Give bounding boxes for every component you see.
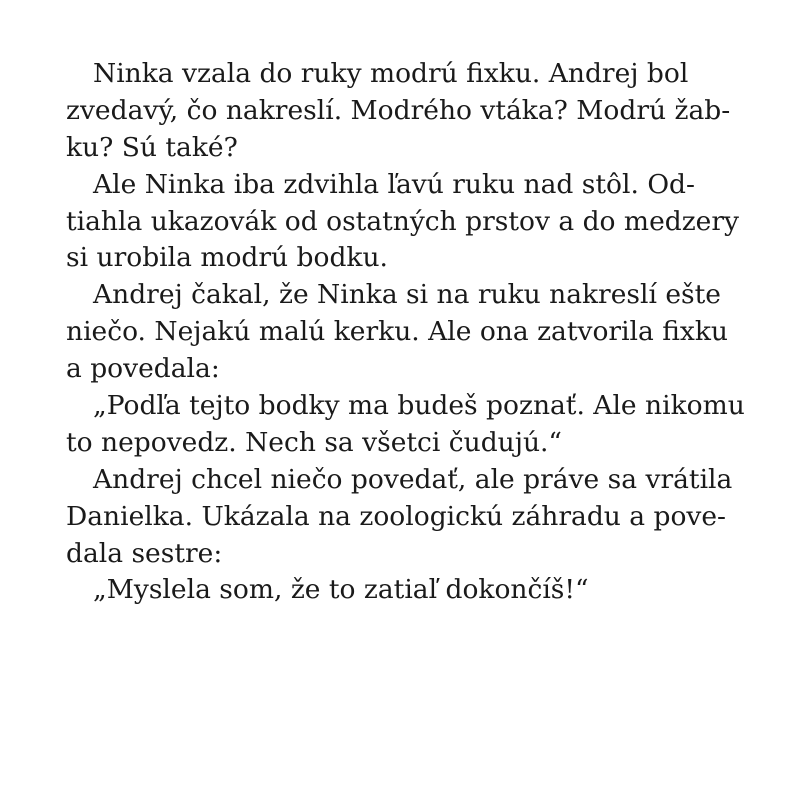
paragraph-6 — [66, 572, 742, 609]
text-line: to nepovedz. Nech sa všetci čudujú.“ — [66, 426, 562, 458]
text-line: dala sestre: — [66, 537, 223, 569]
text-line: zvedavý, čo nakreslí. Modrého vtáka? Modrú žab- — [66, 94, 731, 126]
paragraph-2 — [66, 167, 742, 278]
paragraph-5 — [66, 462, 742, 573]
text-line: tiahla ukazovák od ostatných prstov a do medzery — [66, 205, 739, 237]
text-line: „Myslela som, že to zatiaľ dokončíš!“ — [93, 574, 589, 606]
paragraph-1 — [66, 56, 742, 167]
text-line: Danielka. Ukázala na zoologickú záhradu a pove- — [66, 500, 727, 532]
book-page — [66, 56, 745, 609]
text-line: niečo. Nejakú malú kerku. Ale ona zatvorila fixku — [66, 316, 728, 348]
text-line: Andrej čakal, že Ninka si na ruku nakreslí ešte — [93, 279, 721, 311]
text-line: Andrej chcel niečo povedať, ale práve sa vrátila — [93, 463, 733, 495]
text-line: „Podľa tejto bodky ma budeš poznať. Ale nikomu — [93, 390, 745, 422]
text-line: si urobila modrú bodku. — [66, 242, 388, 274]
paragraph-4 — [66, 388, 745, 462]
text-line: ku? Sú také? — [66, 131, 238, 163]
paragraph-3 — [66, 277, 742, 388]
text-line: Ale Ninka iba zdvihla ľavú ruku nad stôl. Od- — [93, 168, 695, 200]
text-line: Ninka vzala do ruky modrú fixku. Andrej bol — [93, 58, 689, 89]
text-line: a povedala: — [66, 353, 220, 385]
